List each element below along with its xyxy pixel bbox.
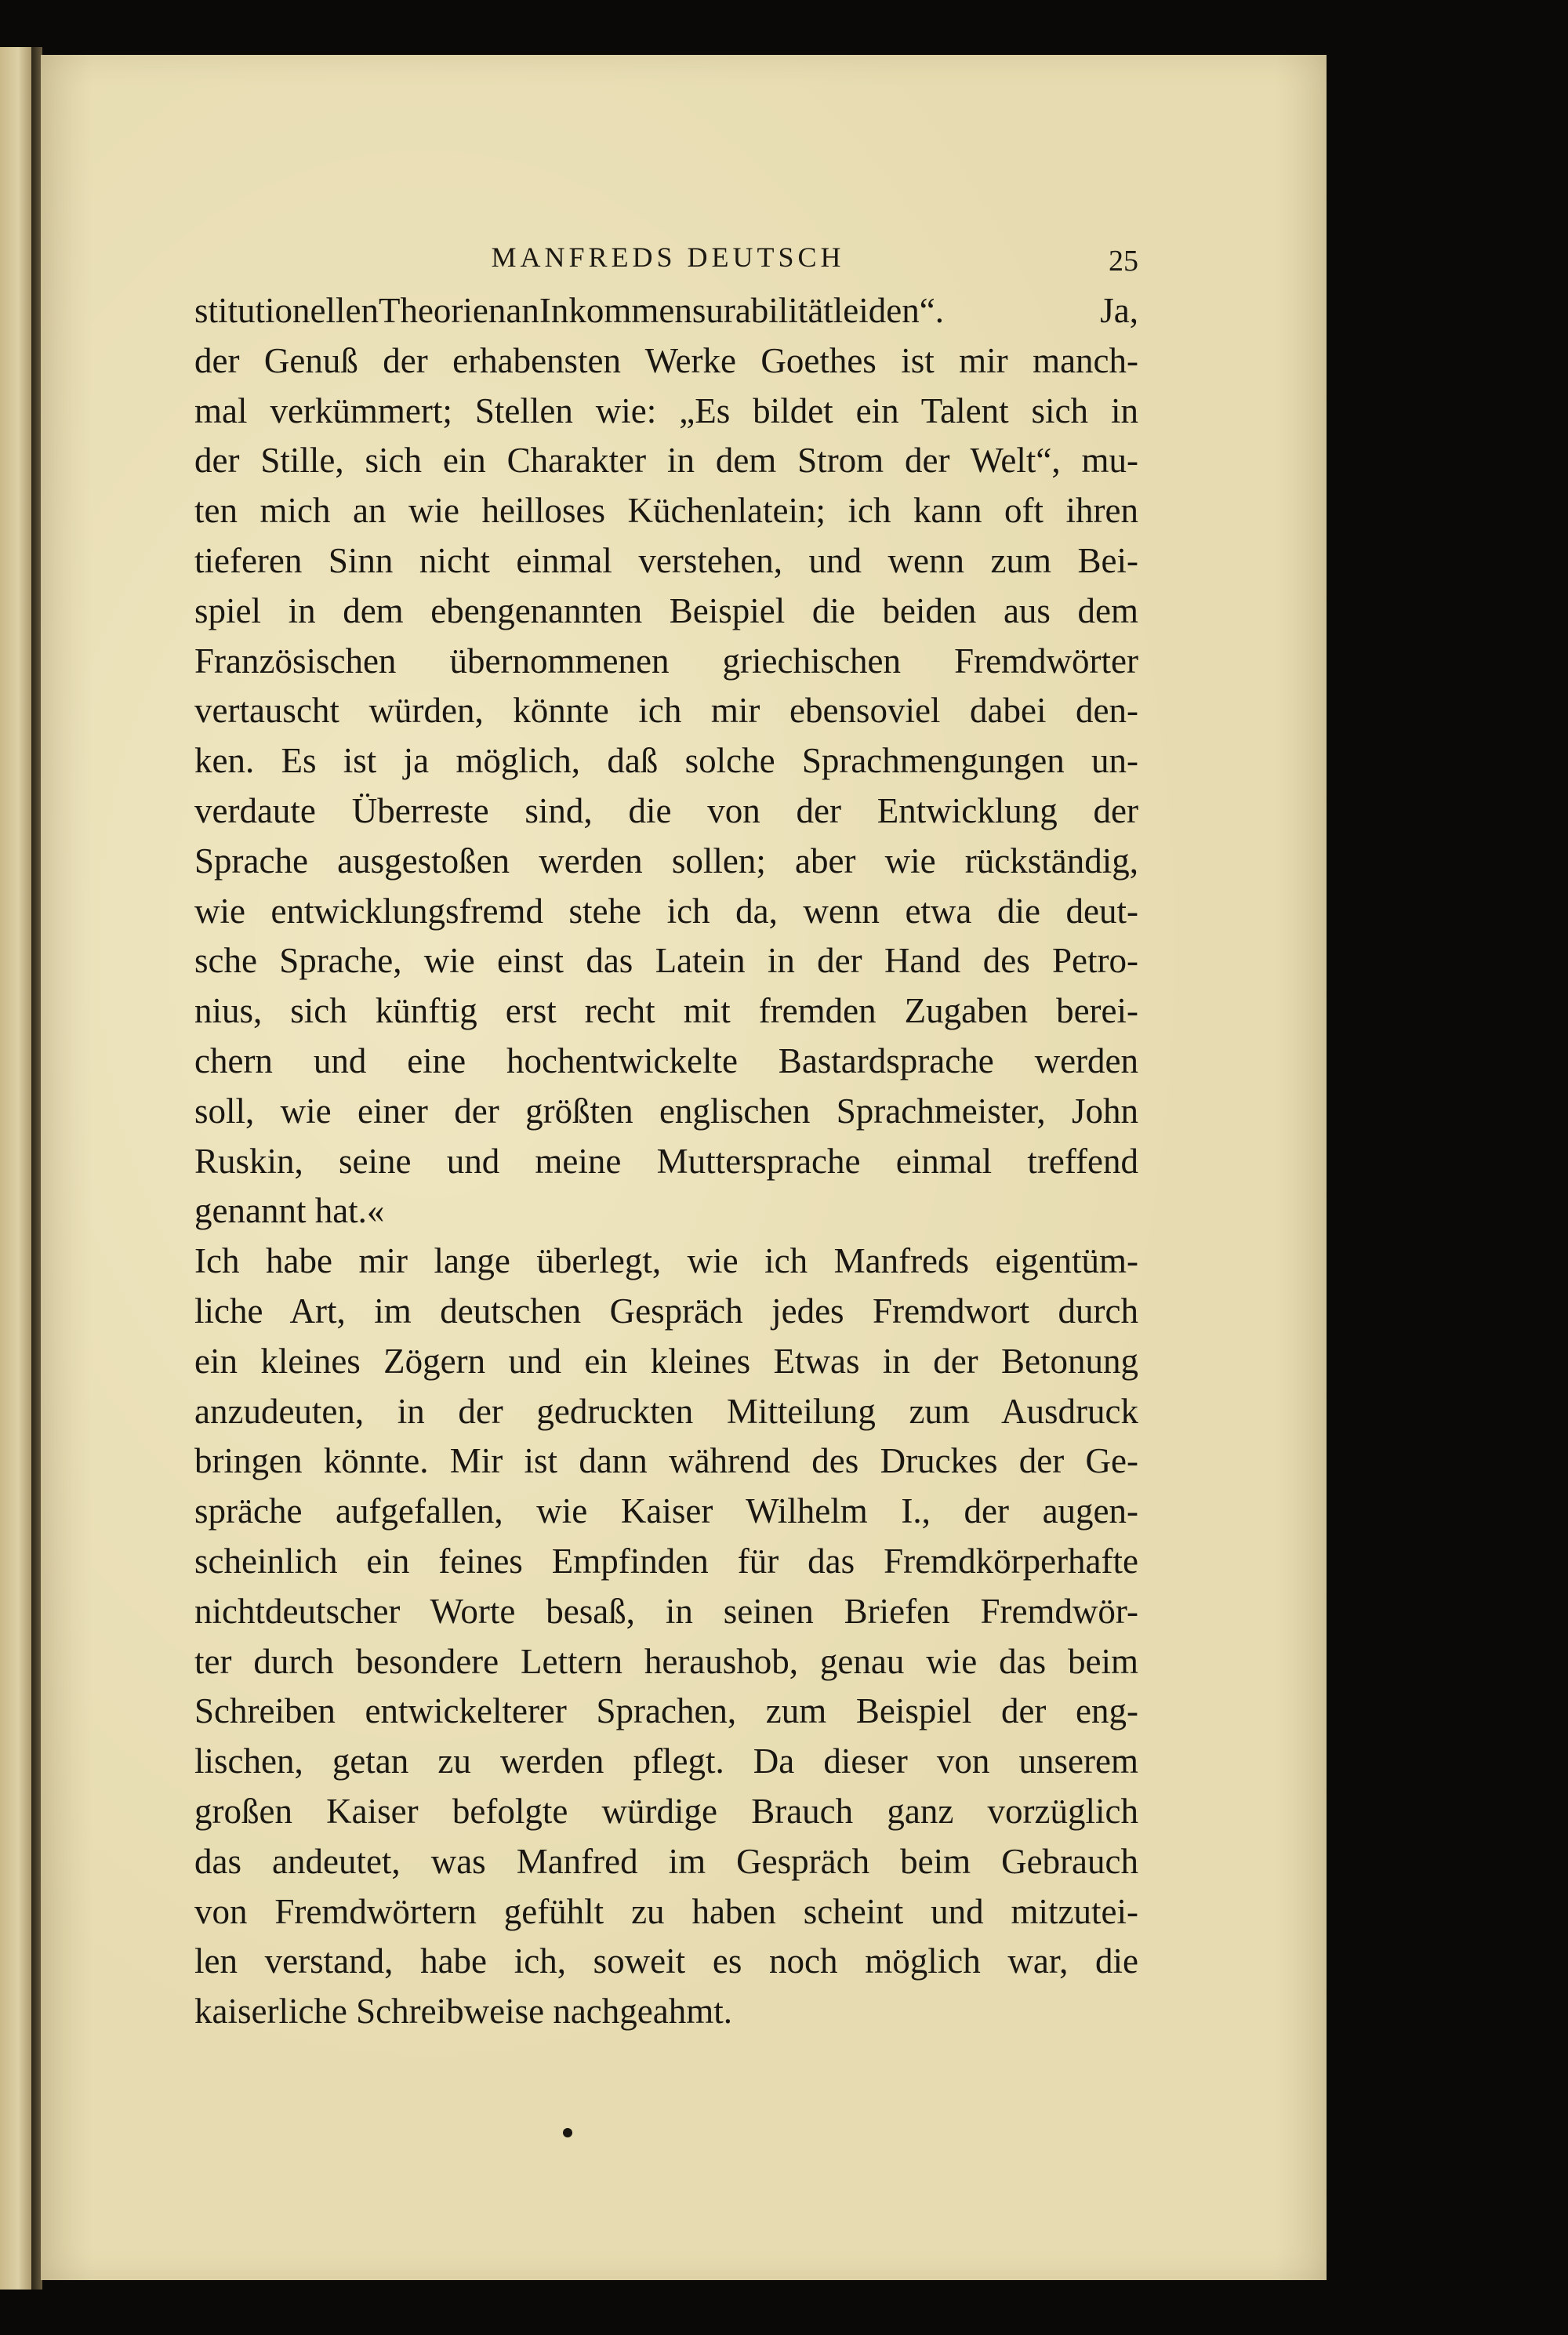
paragraph-end-line: kaiserliche Schreibweise nachgeahmt. [194, 1992, 732, 2032]
page-number: 25 [1109, 245, 1138, 278]
text-line: chern und eine hochentwickelte Bastardsprache werden [194, 1040, 1138, 1080]
text-line: spiel in dem ebengenannten Beispiel die beiden aus dem [194, 590, 1138, 630]
text-line: von Fremdwörtern gefühlt zu haben scheint und mitzutei- [194, 1891, 1138, 1931]
paragraph-end-line: genannt hat.« [194, 1191, 385, 1231]
text-line: liche Art, im deutschen Gespräch jedes Fremdwort durch [194, 1291, 1138, 1331]
text-line: ten mich an wie heilloses Küchenlatein; ich kann oft ihren [194, 491, 1138, 531]
text-line: das andeutet, was Manfred im Gespräch beim Gebrauch [194, 1841, 1138, 1881]
text-line: Ruskin, seine und meine Muttersprache einmal treffend [194, 1141, 1138, 1181]
text-line: ein kleines Zögern und ein kleines Etwas in der Betonung [194, 1341, 1138, 1381]
text-line: soll, wie einer der größten englischen Sprachmeister, John [194, 1091, 1138, 1131]
text-line: wie entwicklungsfremd stehe ich da, wenn etwa die deut- [194, 891, 1138, 931]
text-line: scheinlich ein feines Empfinden für das Fremdkörperhafte [194, 1541, 1138, 1581]
text-line: der Stille, sich ein Charakter in dem Strom der Welt“, mu- [194, 441, 1138, 481]
text-line: ken. Es ist ja möglich, daß solche Sprachmengungen un- [194, 741, 1138, 781]
text-line: großen Kaiser befolgte würdige Brauch ganz vorzüglich [194, 1791, 1138, 1831]
text-line: ter durch besondere Lettern heraushob, genau wie das beim [194, 1641, 1138, 1681]
text-line: Sprache ausgestoßen werden sollen; aber wie rückständig, [194, 841, 1138, 881]
ink-dot-ornament [563, 2128, 572, 2137]
previous-page-edge [0, 47, 33, 2290]
text-line: spräche aufgefallen, wie Kaiser Wilhelm I., der augen- [194, 1491, 1138, 1531]
text-line: Schreiben entwickelterer Sprachen, zum Beispiel der eng- [194, 1691, 1138, 1731]
text-line: sche Sprache, wie einst das Latein in der Hand des Petro- [194, 941, 1138, 981]
text-line: nius, sich künftig erst recht mit fremden Zugaben berei- [194, 991, 1138, 1031]
text-line: anzudeuten, in der gedruckten Mitteilung zum Ausdruck [194, 1391, 1138, 1431]
text-line: lischen, getan zu werden pflegt. Da dieser von unserem [194, 1741, 1138, 1781]
text-line: verdaute Überreste sind, die von der Entwicklung der [194, 790, 1138, 830]
text-line: vertauscht würden, könnte ich mir ebensoviel dabei den- [194, 691, 1138, 731]
running-head: MANFREDS DEUTSCH [491, 241, 845, 273]
body-text [194, 286, 1138, 2037]
text-line: len verstand, habe ich, soweit es noch möglich war, die [194, 1941, 1138, 1981]
page-header [198, 241, 1138, 288]
text-line: mal verkümmert; Stellen wie: „Es bildet ein Talent sich in [194, 390, 1138, 430]
text-line: stitutionellenTheorienanInkommensurabilitätleiden“. Ja, [194, 291, 1138, 330]
book-page [41, 55, 1327, 2280]
text-line: Französischen übernommenen griechischen Fremdwörter [194, 641, 1138, 681]
text-line: bringen könnte. Mir ist dann während des Druckes der Ge- [194, 1441, 1138, 1481]
text-line: tieferen Sinn nicht einmal verstehen, und wenn zum Bei- [194, 540, 1138, 580]
text-line: nichtdeutscher Worte besaß, in seinen Briefen Fremdwör- [194, 1591, 1138, 1631]
text-line: Ich habe mir lange überlegt, wie ich Manfreds eigentüm- [194, 1241, 1138, 1281]
text-line: der Genuß der erhabensten Werke Goethes ist mir manch- [194, 340, 1138, 380]
